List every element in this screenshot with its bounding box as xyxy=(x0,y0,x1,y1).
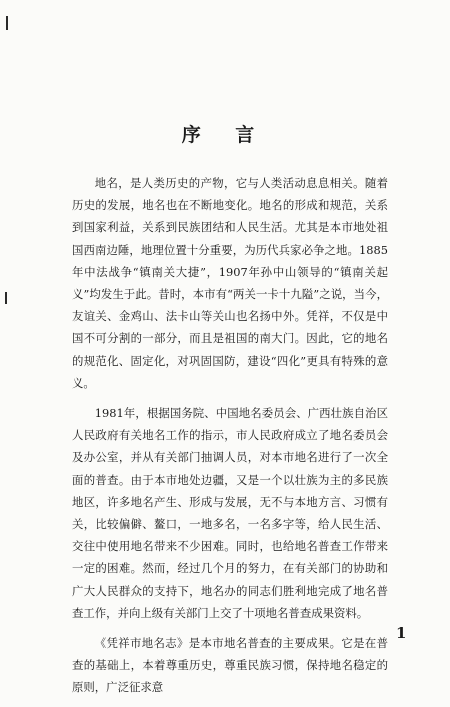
scan-mark-middle xyxy=(5,292,7,304)
paragraph-2: 1981年，根据国务院、中国地名委员会、广西壮族自治区人民政府有关地名工作的指示，市人民政府成立了地名委员会及办公室，并从有关部门抽调人员，对本市地名进行了一次全面的普查。由于本市地处边疆，又是一个以壮族为主的多民族地区，许多地名产生、形成与发展，无不与本地方言、习惯有关，比较偏僻、鳌口，一地多名，一名多字等，给人民生活、交往中使用地名带来不少困难。同时，也给地名普查工作带来一定的困难。然而，经过几个月的努力，在有关部门的协助和广大人民群众的支持下，地名办的同志们胜利地完成了地名普查工作，并向上级有关部门上交了十项地名普查成果资料。 xyxy=(72,406,388,620)
paragraph-3: 《凭祥市地名志》是本市地名普查的主要成果。它是在普查的基础上，本着尊重历史，尊重民族习惯，保持地名稳定的原则，广泛征求意 xyxy=(72,636,388,695)
page-number: 1 xyxy=(396,624,407,642)
paragraph-1: 地名，是人类历史的产物，它与人类活动息息相关。随着历史的发展，地名也在不断地变化。地名的形成和规范，关系到国家利益，关系到民族团结和人民生活。尤其是本市地处祖国西南边陲，地理位置十分重要，为历代兵家必争之地。1885年中法战争“镇南关大捷”，1907年孙中山领导的“镇南关起义”均发生于此。昔时，本市有“两关一卡十九隘”之说，当今，友谊关、金鸡山、法卡山等关山也名扬中外。凭祥，不仅是中国不可分割的一部分，而且是祖国的南大门。因此，它的地名的规范化、固定化，对巩固国防，建设“四化”更具有特殊的意义。 xyxy=(72,176,388,390)
scan-mark-top xyxy=(6,16,8,30)
page-title: 序 言 xyxy=(181,124,269,146)
body-text xyxy=(72,172,388,707)
